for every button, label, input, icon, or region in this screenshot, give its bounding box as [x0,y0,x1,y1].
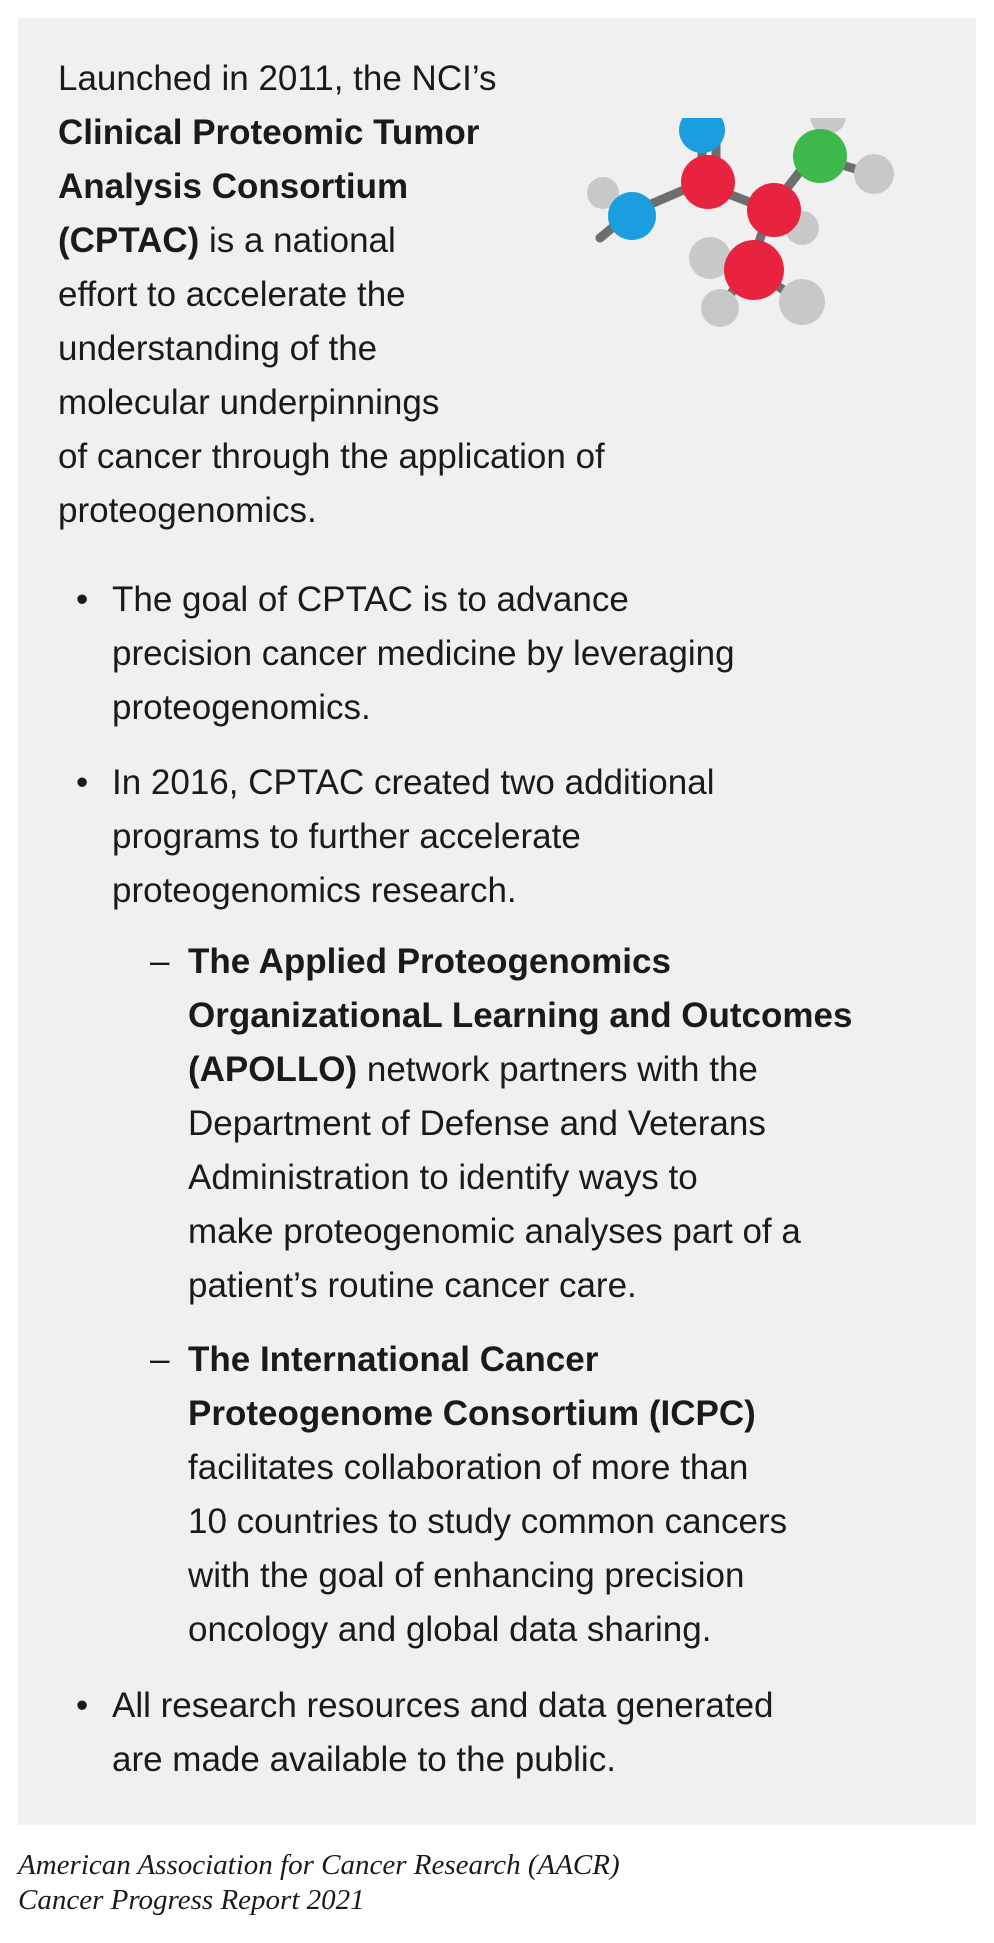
apollo-acronym-bold: (APOLLO) [188,1050,358,1089]
intro-line: proteogenomics. [58,491,317,530]
dash-marker: – [150,1340,170,1379]
icpc-name-bold: Proteogenome Consortium (ICPC) [188,1394,756,1433]
dash-marker: – [150,942,170,981]
apollo-name-bold: The Applied Proteogenomics [188,942,671,981]
molecule-icon [570,118,930,418]
bullet-marker: • [76,580,89,619]
intro-line: is a national [199,221,396,260]
cptac-name-bold: Clinical Proteomic Tumor [58,113,480,152]
intro-line: effort to accelerate the [58,275,406,314]
list-item: • The goal of CPTAC is to advance precision cancer medicine by leveraging proteogenomics. [76,573,735,735]
list-item: • In 2016, CPTAC created two additional programs to further accelerate proteogenomics research. [76,756,714,918]
intro-line: molecular underpinnings [58,383,440,422]
source-citation: American Association for Cancer Research (AACR) Cancer Progress Report 2021 [18,1849,620,1916]
apollo-name-bold: OrganizationaL Learning and Outcomes [188,996,853,1035]
list-item: • All research resources and data generated are made available to the public. [76,1679,774,1787]
bullet-marker: • [76,763,89,802]
cptac-name-bold: Analysis Consortium [58,167,409,206]
intro-line: Launched in 2011, the NCI’s [58,59,497,98]
cptac-acronym-bold: (CPTAC) [58,221,200,260]
sub-list-item-icpc: – The International Cancer Proteogenome Consortium (ICPC) facilitates collaboration of more than 10 countries to study common cancers with the goal of enhancing precision oncology and global data sharing. [150,1333,787,1657]
intro-line: understanding of the [58,329,378,368]
icpc-name-bold: The International Cancer [188,1340,599,1379]
bullet-marker: • [76,1686,89,1725]
sub-list-item-apollo: – The Applied Proteogenomics OrganizationaL Learning and Outcomes (APOLLO) network partners with the Department of Defense and Veterans Administration to identify ways to make proteogenomic analyses part of a patient’s routine cancer care. [150,935,852,1313]
intro-line: of cancer through the application of [58,437,605,476]
